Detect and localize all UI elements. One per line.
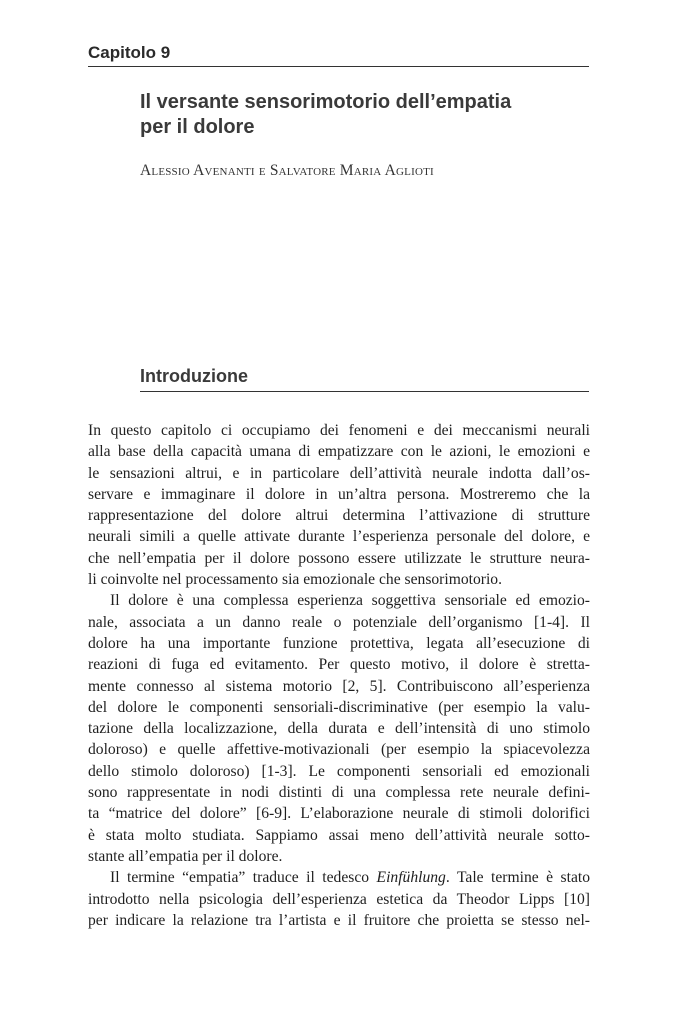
body-text xyxy=(88,420,590,931)
text-line: neurali simili a quelle attivate durante l’esperienza personale del dolore, e xyxy=(88,528,590,546)
italic-term: Einfühlung xyxy=(376,869,446,887)
text-line: sono rappresentate in nodi distinti di una complessa rete neurale defini- xyxy=(88,784,590,802)
chapter-title-line-2: per il dolore xyxy=(140,116,255,138)
section-header xyxy=(140,366,589,392)
text-line: del dolore le componenti sensoriali-discriminative (per esempio la valu- xyxy=(88,698,590,716)
text-line: reazioni di fuga ed evitamento. Per questo motivo, il dolore è stretta- xyxy=(88,656,590,674)
text-line: ta “matrice del dolore” [6-9]. L’elaborazione neurale di stimoli dolorifici xyxy=(88,805,590,823)
text-line: tazione della localizzazione, della durata e dell’intensità di uno stimolo xyxy=(88,720,590,738)
text-line: li coinvolte nel processamento sia emozionale che sensorimotorio. xyxy=(88,571,502,589)
text-segment: . Tale termine è stato xyxy=(445,869,591,887)
text-line: per indicare la relazione tra l’artista e il fruitore che proietta se stesso nel- xyxy=(88,911,590,929)
paragraph-3 xyxy=(88,867,590,931)
paragraph-1 xyxy=(88,420,590,590)
text-line: introdotto nella psicologia dell’esperienza estetica da Theodor Lipps [10] xyxy=(88,890,590,908)
chapter-header xyxy=(88,44,589,67)
text-line: doloroso) e quelle affettive-motivazionali (per esempio la spiacevolezza xyxy=(88,741,590,759)
text-line: le sensazioni altrui, e in particolare dell’attività neurale indotta dall’os- xyxy=(88,464,590,482)
text-line: alla base della capacità umana di empatizzare con le azioni, le emozioni e xyxy=(88,443,590,461)
authors: Alessio Avenanti e Salvatore Maria Aglioti xyxy=(140,162,434,179)
section-heading: Introduzione xyxy=(140,366,248,386)
text-line: In questo capitolo ci occupiamo dei fenomeni e dei meccanismi neurali xyxy=(88,422,590,439)
text-line: mente connesso al sistema motorio [2, 5]. Contribuiscono all’esperienza xyxy=(88,677,590,695)
text-line: stante all’empatia per il dolore. xyxy=(88,847,283,865)
text-line: servare e immaginare il dolore in un’altra persona. Mostreremo che la xyxy=(88,485,590,503)
text-line: dolore ha una importante funzione protettiva, legata all’esecuzione di xyxy=(88,634,590,652)
text-line: Il dolore è una complessa esperienza soggettiva sensoriale ed emozio- xyxy=(110,592,590,610)
text-line: è stata molto studiata. Sappiamo assai meno dell’attività neurale sotto- xyxy=(88,826,590,844)
text-line: rappresentazione del dolore altrui determina l’attivazione di strutture xyxy=(88,507,590,525)
text-line: che nell’empatia per il dolore possono essere utilizzate le strutture neura- xyxy=(88,549,590,567)
text-segment: Il termine “empatia” traduce il tedesco xyxy=(110,869,377,887)
chapter-title xyxy=(140,90,590,140)
chapter-label: Capitolo 9 xyxy=(88,43,171,62)
text-line xyxy=(88,867,590,888)
text-line: dello stimolo doloroso) [1-3]. Le componenti sensoriali ed emozionali xyxy=(88,762,590,780)
text-line: nale, associata a un danno reale o potenziale dell’organismo [1-4]. Il xyxy=(88,613,590,631)
chapter-title-line-1: Il versante sensorimotorio dell’empatia xyxy=(140,91,512,113)
paragraph-2 xyxy=(88,590,590,867)
